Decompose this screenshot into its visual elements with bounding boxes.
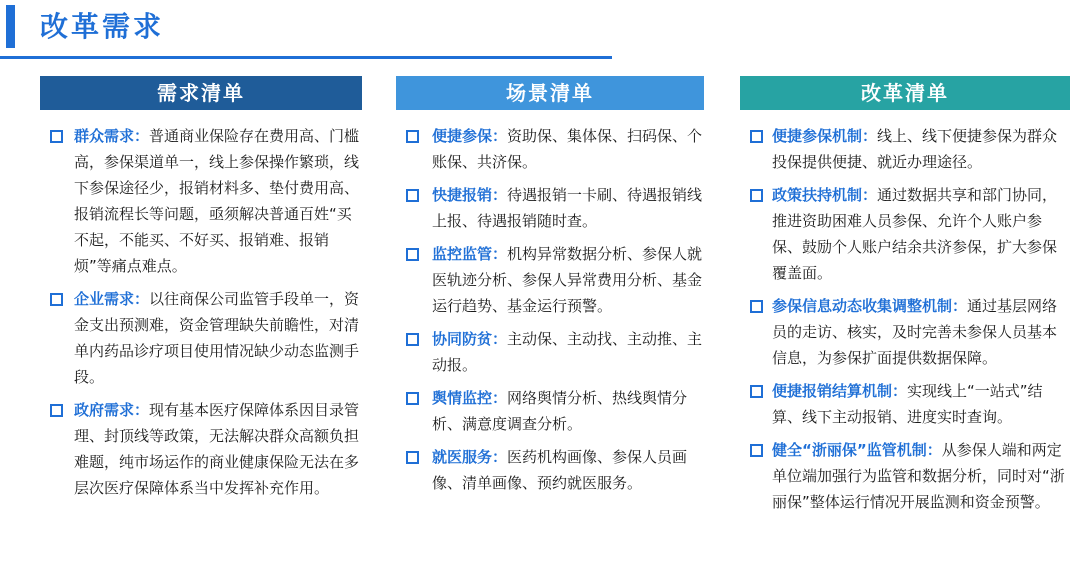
- square-bullet-icon: [406, 451, 419, 464]
- column-header: 需求清单: [40, 76, 362, 110]
- item-text: 现有基本医疗保障体系因目录管理、封顶线等政策，无法解决群众高额负担难题，纯市场运作的商业健康保险无法在多层次医疗保障体系当中发挥补充作用。: [74, 401, 360, 497]
- list-item: [740, 293, 1070, 371]
- item-list: [396, 110, 704, 496]
- item-label: 快捷报销：: [432, 186, 508, 204]
- list-item: [740, 123, 1070, 175]
- square-bullet-icon: [406, 130, 419, 143]
- item-label: 健全“浙丽保”监管机制：: [772, 441, 942, 459]
- square-bullet-icon: [406, 392, 419, 405]
- item-text: 主动保、主动找、主动推、主动报。: [432, 330, 703, 374]
- item-label: 政府需求：: [74, 401, 150, 419]
- page-title: 改革需求: [40, 10, 165, 43]
- item-text: 资助保、集体保、扫码保、个账保、共济保。: [432, 127, 703, 171]
- item-text: 通过数据共享和部门协同，推进资助困难人员参保、允许个人账户参保、鼓励个人账户结余共济参保，扩大参保覆盖面。: [772, 186, 1058, 282]
- item-label: 参保信息动态收集调整机制：: [772, 297, 968, 315]
- square-bullet-icon: [50, 130, 63, 143]
- column-header: 场景清单: [396, 76, 704, 110]
- list-item: [740, 437, 1070, 515]
- item-label: 政策扶持机制：: [772, 186, 878, 204]
- square-bullet-icon: [750, 130, 763, 143]
- square-bullet-icon: [50, 404, 63, 417]
- square-bullet-icon: [406, 248, 419, 261]
- item-list: [40, 110, 362, 501]
- item-text: 通过基层网络员的走访、核实，及时完善未参保人员基本信息，为参保扩面提供数据保障。: [772, 297, 1058, 367]
- item-text: 机构异常数据分析、参保人就医轨迹分析、参保人异常费用分析、基金运行趋势、基金运行预警。: [432, 245, 703, 315]
- list-item: [396, 326, 704, 378]
- item-list: [740, 110, 1070, 515]
- list-item: [396, 444, 704, 496]
- column-demand-list: [40, 76, 362, 508]
- square-bullet-icon: [50, 293, 63, 306]
- item-label: 企业需求：: [74, 290, 150, 308]
- square-bullet-icon: [406, 189, 419, 202]
- list-item: [740, 378, 1070, 430]
- list-item: [40, 397, 362, 501]
- list-item: [396, 182, 704, 234]
- list-item: [396, 241, 704, 319]
- list-item: [740, 182, 1070, 286]
- item-text: 普通商业保险存在费用高、门槛高，参保渠道单一，线上参保操作繁琐，线下参保途径少，报销材料多、垫付费用高、报销流程长等问题，亟须解决普通百姓“买不起，不能买、不好买、报销难、报销烦”等痛点难点。: [74, 127, 360, 275]
- column-header: 改革清单: [740, 76, 1070, 110]
- item-label: 协同防贫：: [432, 330, 508, 348]
- square-bullet-icon: [750, 444, 763, 457]
- list-item: [396, 123, 704, 175]
- item-label: 就医服务：: [432, 448, 508, 466]
- item-label: 便捷参保机制：: [772, 127, 878, 145]
- item-text: 网络舆情分析、热线舆情分析、满意度调查分析。: [432, 389, 688, 433]
- list-item: [396, 385, 704, 437]
- title-accent-bar: [6, 5, 15, 48]
- list-item: [40, 286, 362, 390]
- item-text: 以往商保公司监管手段单一，资金支出预测难，资金管理缺失前瞻性，对清单内药品诊疗项目使用情况缺少动态监测手段。: [74, 290, 360, 386]
- square-bullet-icon: [750, 300, 763, 313]
- item-text: 线上、线下便捷参保为群众投保提供便捷、就近办理途径。: [772, 127, 1058, 171]
- item-label: 群众需求：: [74, 127, 150, 145]
- square-bullet-icon: [406, 333, 419, 346]
- column-scenario-list: [396, 76, 704, 503]
- list-item: [40, 123, 362, 279]
- item-label: 便捷报销结算机制：: [772, 382, 908, 400]
- item-label: 舆情监控：: [432, 389, 508, 407]
- square-bullet-icon: [750, 189, 763, 202]
- item-text: 从参保人端和两定单位端加强行为监管和数据分析，同时对“浙丽保”整体运行情况开展监测和资金预警。: [772, 441, 1065, 511]
- item-label: 监控监管：: [432, 245, 508, 263]
- column-reform-list: [740, 76, 1070, 522]
- item-label: 便捷参保：: [432, 127, 508, 145]
- square-bullet-icon: [750, 385, 763, 398]
- item-text: 医药机构画像、参保人员画像、清单画像、预约就医服务。: [432, 448, 688, 492]
- item-text: 待遇报销一卡刷、待遇报销线上报、待遇报销随时查。: [432, 186, 703, 230]
- item-text: 实现线上“一站式”结算、线下主动报销、进度实时查询。: [772, 382, 1043, 426]
- title-underline: [0, 56, 612, 59]
